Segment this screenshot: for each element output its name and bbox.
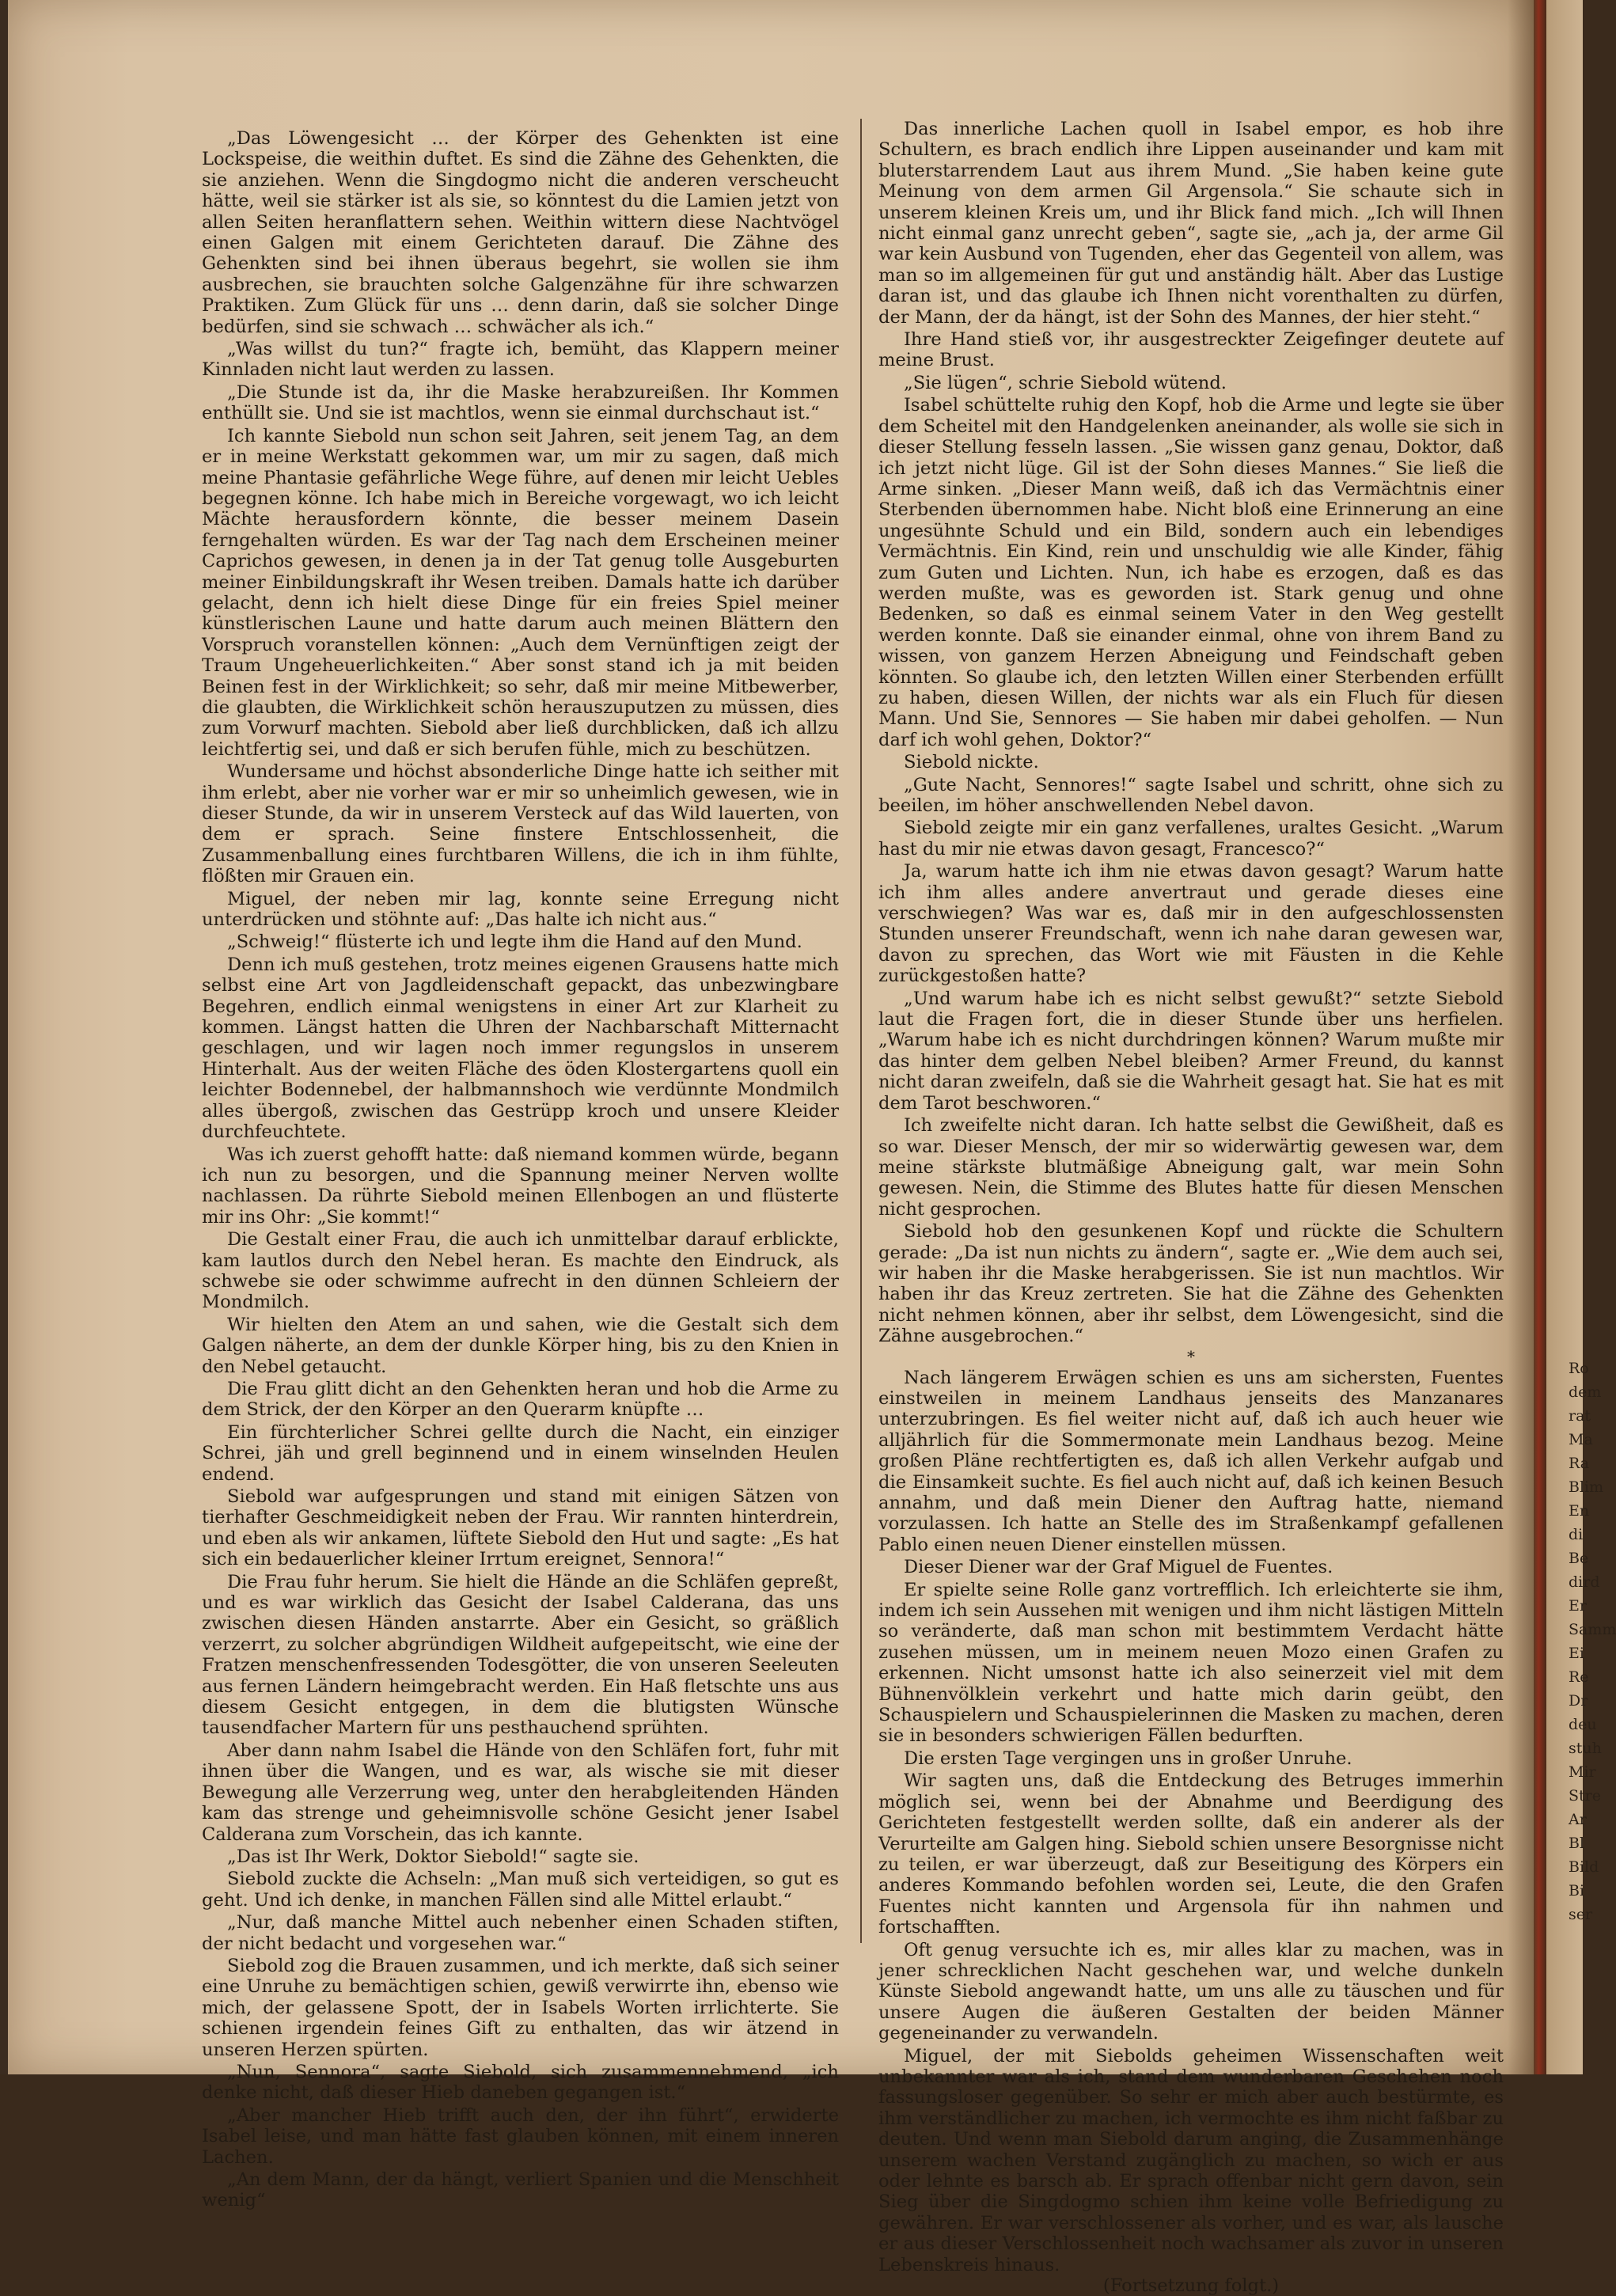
adjacent-page-fragment: Re (1569, 1668, 1589, 1686)
column-divider (860, 119, 862, 1943)
adjacent-page-fragment: Ro (1569, 1360, 1589, 1377)
paragraph: Isabel schüttelte ruhig den Kopf, hob die Arme und legte sie über dem Scheitel mit den Handgelenken aneinander, als wolle sie sich in dieser Stellung fesseln lassen. „Sie wissen ganz genau, Doktor, daß ich jetzt nicht lüge. Gil ist der Sohn dieses Mannes.“ Sie ließ die Arme sinken. „Dieser Mann weiß, daß ich das Vermächtnis einer Sterbenden übernommen habe. Nicht bloß eine Erinnerung an eine ungesühnte Schuld und ein Bild, sondern auch ein lebendiges Vermächtnis. Ein Kind, rein und unschuldig wie alle Kinder, fähig zum Guten und Lichten. Nun, ich habe es erzogen, daß es das werden mußte, was es geworden ist. Stark genug und ohne Bedenken, so daß es einmal seinem Vater in den Weg gestellt werden konnte. Daß sie einander einmal, ohne von ihrem Band zu wissen, von ganzem Herzen Abneigung und Feindschaft geben könnten. So glaube ich, den letzten Willen einer Sterbenden erfüllt zu haben, diesen Willen, der nichts war als ein Fluch für diesen Mann. Und Sie, Sennores — Sie haben mir dabei geholfen. — Nun darf ich wohl gehen, Doktor?“ (878, 395, 1504, 750)
paragraph: „Schweig!“ flüsterte ich und legte ihm die Hand auf den Mund. (227, 932, 802, 953)
paragraph: Wundersame und höchst absonderliche Dinge hatte ich seither mit ihm erlebt, aber nie vorher war er mir so unheimlich gewesen, wie in dieser Stunde, da wir in unserem Versteck auf das Wild lauerten, von dem er sprach. Seine finstere Entschlossenheit, die Zusammenballung eines furchtbaren Willens, die ich in ihm fühlte, flößten mir Grauen ein. (202, 761, 839, 887)
adjacent-page-fragment: Ei (1569, 1645, 1584, 1662)
paragraph: „Nur, daß manche Mittel auch nebenher einen Schaden stiften, der nicht bedacht und vorgesehen war.“ (202, 1912, 839, 1954)
right-text-part-2 (878, 1368, 1504, 2275)
adjacent-page-fragment: rat (1569, 1407, 1591, 1425)
adjacent-page-fragment: Er (1569, 1597, 1587, 1615)
paragraph: „Nun, Sennora“, sagte Siebold, sich zusammennehmend, „ich denke nicht, daß dieser Hieb daneben gegangen ist.“ (202, 2061, 839, 2104)
paragraph: „Das ist Ihr Werk, Doktor Siebold!“ sagte sie. (227, 1846, 639, 1867)
adjacent-page-fragment: stuh (1569, 1740, 1602, 1757)
adjacent-page-fragment: Bild (1569, 1858, 1599, 1876)
right-text-part-1 (878, 119, 1504, 1347)
paragraph: Ja, warum hatte ich ihm nie etwas davon gesagt? Warum hatte ich ihm alles andere anvertraut und gerade dieses eine verschwiegen? Was war es, daß mir in den aufgeschlossensten Stunden unserer Freundschaft, wenn ich nahe daran gewesen war, davon zu sprechen, das Wort wie mit Fäusten in die Kehle zurückgestoßen hatte? (878, 861, 1504, 987)
paragraph: „An dem Mann, der da hängt, verliert Spanien und die Menschheit wenig“ (202, 2169, 839, 2211)
adjacent-page-fragment: Stre (1569, 1787, 1601, 1805)
paragraph: Was ich zuerst gehofft hatte: daß niemand kommen würde, begann ich nun zu besorgen, und die Spannung meiner Nerven wollte nachlassen. Da rührte Siebold meinen Ellenbogen an und flüsterte mir ins Ohr: „Sie kommt!“ (202, 1144, 839, 1228)
adjacent-page-fragment: Blim (1569, 1478, 1604, 1496)
paragraph: Die Frau glitt dicht an den Gehenkten heran und hob die Arme zu dem Strick, der den Körper an den Querarm knüpfte … (202, 1378, 839, 1421)
adjacent-page-fragment: dem (1569, 1383, 1602, 1401)
paragraph: Wir hielten den Atem an und sahen, wie die Gestalt sich dem Galgen näherte, an dem der dunkle Körper hing, bis zu den Knien in den Nebel getaucht. (202, 1314, 839, 1377)
paragraph: Siebold nickte. (904, 752, 1039, 773)
paragraph: Oft genug versuchte ich es, mir alles klar zu machen, was in jener schrecklichen Nacht geschehen war, und welche dunkeln Künste Siebold angewandt hatte, um uns alle zu täuschen und für unsere Augen die äußeren Gestalten der beiden Männer gegeneinander zu verwandeln. (878, 1939, 1504, 2044)
adjacent-page-fragment: En (1569, 1502, 1590, 1520)
paragraph: Siebold zuckte die Achseln: „Man muß sich verteidigen, so gut es geht. Und ich denke, in manchen Fällen sind alle Mittel erlaubt.“ (202, 1869, 839, 1911)
paragraph: „Sie lügen“, schrie Siebold wütend. (904, 372, 1227, 393)
paragraph: Denn ich muß gestehen, trotz meines eigenen Grausens hatte mich selbst eine Art von Jagdleidenschaft gepackt, das unbezwingbare Begehren, endlich einmal wenigstens in einer Art zur Klarheit zu kommen. Längst hatten die Uhren der Nachbarschaft Mitternacht geschlagen, und wir lagen noch immer regungslos in unserem Hinterhalt. Aus der weiten Fläche des öden Klostergartens quoll ein leichter Bodennebel, der halbmannshoch wie verdünnte Mondmilch alles übergoß, zwischen das Gestrüpp kroch und unsere Kleider durchfeuchtete. (202, 954, 839, 1143)
adjacent-page-fragment: Dr (1569, 1692, 1588, 1710)
paragraph: Ihre Hand stieß vor, ihr ausgestreckter Zeigefinger deutete auf meine Brust. (878, 329, 1504, 371)
paragraph: „Die Stunde ist da, ihr die Maske herabzureißen. Ihr Kommen enthüllt sie. Und sie ist machtlos, wenn sie einmal durchschaut ist.“ (202, 381, 839, 424)
paragraph: Aber dann nahm Isabel die Hände von den Schläfen fort, fuhr mit ihnen über die Wangen, und es war, als wische sie mit dieser Bewegung alle Verzerrung weg, unter den herabgleitenden Händen kam das strenge und geheimnisvolle schöne Gesicht jener Isabel Calderana zum Vorschein, das ich kannte. (202, 1740, 839, 1845)
paragraph: Ich zweifelte nicht daran. Ich hatte selbst die Gewißheit, daß es so war. Dieser Mensch, der mir so widerwärtig gewesen war, dem meine stärkste blutmäßige Abneigung galt, war mein Sohn gewesen. Nein, die Stimme des Blutes hatte für diesen Menschen nicht gesprochen. (878, 1115, 1504, 1220)
paragraph: Siebold zeigte mir ein ganz verfallenes, uraltes Gesicht. „Warum hast du mir nie etwas davon gesagt, Francesco?“ (878, 818, 1504, 860)
adjacent-page-fragment: ser (1569, 1906, 1593, 1923)
section-break: * (1187, 1346, 1195, 1366)
adjacent-page-fragment: Ra (1569, 1455, 1590, 1472)
paragraph: Dieser Diener war der Graf Miguel de Fuentes. (904, 1557, 1333, 1578)
continuation-note: (Fortsetzung folgt.) (1102, 2275, 1280, 2296)
paragraph: Ich kannte Siebold nun schon seit Jahren, seit jenem Tag, an dem er in meine Werkstatt gekommen war, um mir zu sagen, daß mich meine Phantasie gefährliche Wege führe, auf denen mir leicht Uebles begegnen könne. Ich habe mich in Bereiche vorgewagt, wo ich leicht Mächte herausfordern könnte, die besser meinem Dasein ferngehalten würden. Es war der Tag nach dem Erscheinen meiner Caprichos gewesen, in denen ja in der Tat genug tolle Ausgeburten meiner Einbildungskraft ihr Wesen treiben. Damals hatte ich darüber gelacht, denn ich hielt diese Dinge für ein freies Spiel meiner künstlerischen Laune und hatte darum auch meinen Blättern den Vorspruch voranstellen können: „Auch dem Vernünftigen zeigt der Traum Ungeheuerlichkeiten.“ Aber sonst stand ich ja mit beiden Beinen fest in der Wirklichkeit; so sehr, daß mir meine Mitbewerber, die glaubten, die Wirklichkeit schön herauszuputzen zu müssen, dies zum Vorwurf machten. Siebold aber ließ durchblicken, daß ich allzu leichtfertig sei, und daß er sich berufen fühle, mich zu beschützen. (202, 425, 839, 760)
paragraph: „Was willst du tun?“ fragte ich, bemüht, das Klappern meiner Kinnladen nicht laut werden zu lassen. (202, 339, 839, 381)
paragraph: Ein fürchterlicher Schrei gellte durch die Nacht, ein einziger Schrei, jäh und grell beginnend und in einem winselnden Heulen endend. (202, 1421, 839, 1485)
paragraph: „Aber mancher Hieb trifft auch den, der ihn führt“, erwiderte Isabel leise, und man hätte fast glauben können, mit einem inneren Lachen. (202, 2104, 839, 2168)
paragraph: Die Gestalt einer Frau, die auch ich unmittelbar darauf erblickte, kam lautlos durch den Nebel heran. Es machte den Eindruck, als schwebe sie oder schwimme aufrecht in den dünnen Schleiern der Mondmilch. (202, 1229, 839, 1313)
paragraph: Miguel, der mit Siebolds geheimen Wissenschaften weit unbekannter war als ich, stand dem wunderbaren Geschehen noch fassungsloser gegenüber. So sehr er mich aber auch bestürmte, es ihm verständlicher zu machen, ich vermochte es ihm nicht faßbar zu deuten. Und wenn man Siebold darum anging, die Zusammenhänge unserem wachen Verstand zugänglich zu machen, so wich er aus oder lehnte es barsch ab. Er sprach offenbar nicht gern davon, sein Sieg über die Singdogmo schien ihm keine volle Befriedigung zu gewähren. Er war verschlossener als vorher, und es war, als lausche er aus dieser Verschlossenheit noch wachsamer als zuvor in unseren Lebenskreis hinaus. (878, 2045, 1504, 2275)
paragraph: „Gute Nacht, Sennores!“ sagte Isabel und schritt, ohne sich zu beeilen, im höher anschwellenden Nebel davon. (878, 774, 1504, 816)
paragraph: Wir sagten uns, daß die Entdeckung des Betruges immerhin möglich sei, wenn bei der Abnahme und Beerdigung des Gerichteten festgestellt werden sollte, daß ein anderer als der Verurteilte am Galgen hing. Siebold schien unsere Besorgnisse nicht zu teilen, er war überzeugt, daß zur Beseitigung des Körpers ein anderes Kommando befohlen worden sei, Leute, die den Grafen Fuentes nicht kannten und Argensola für ihn nahmen und fortschafften. (878, 1770, 1504, 1938)
paragraph: Nach längerem Erwägen schien es uns am sichersten, Fuentes einstweilen in meinem Landhaus jenseits des Manzanares unterzubringen. Es fiel weiter nicht auf, daß ich auch heuer wie alljährlich für die Sommermonate mein Landhaus bezog. Meine großen Pläne rechtfertigten es, daß ich allen Verkehr aufgab und die Einsamkeit suchte. Es fiel auch nicht auf, daß ich keinen Besuch annahm, und daß mein Diener den Auftrag hatte, niemand vorzulassen. Ich hatte an Stelle des im Straßenkampf gefallenen Pablo einen neuen Diener einstellen müssen. (878, 1367, 1504, 1555)
paragraph: Das innerliche Lachen quoll in Isabel empor, es hob ihre Schultern, es brach endlich ihre Lippen auseinander und kam mit bluterstarrendem Laut aus ihrem Mund. „Sie haben keine gute Meinung von dem armen Gil Argensola.“ Sie schaute sich in unserem kleinen Kreis um, und ihr Blick fand mich. „Ich will Ihnen nicht einmal ganz unrecht geben“, sagte sie, „ach ja, der arme Gil war kein Ausbund von Tugenden, eher das Gegenteil von allem, was man so im allgemeinen für gut und anständig hält. Aber das Lustige daran ist, und das glaube ich Ihnen nicht vorenthalten zu dürfen, der Mann, der da hängt, ist der Sohn des Mannes, der hier steht.“ (878, 119, 1504, 328)
adjacent-page-fragment: dird (1569, 1573, 1600, 1591)
adjacent-page-fragment: Ma (1569, 1431, 1593, 1448)
adjacent-page-fragment: deu (1569, 1716, 1597, 1733)
paragraph: Die ersten Tage vergingen uns in großer Unruhe. (904, 1748, 1352, 1769)
adjacent-page-fragment: Samm (1569, 1621, 1616, 1638)
adjacent-page-fragment: Ar (1569, 1811, 1587, 1828)
left-text-column (202, 128, 839, 2211)
adjacent-page-fragment: Bi (1569, 1882, 1585, 1899)
paragraph: „Und warum habe ich es nicht selbst gewußt?“ setzte Siebold laut die Fragen fort, die in dieser Stunde über uns herfielen. „Warum habe ich es nicht durchdringen können? Warum mußte mir das hinter dem gelben Nebel bleiben? Armer Freund, du kannst nicht daran zweifeln, daß sie die Wahrheit gesagt hat. Sie hat es mit dem Tarot beschworen.“ (878, 988, 1504, 1114)
binding-spine (1534, 0, 1546, 2074)
paragraph: Siebold hob den gesunkenen Kopf und rückte die Schultern gerade: „Da ist nun nichts zu ändern“, sagte er. „Wie dem auch sei, wir haben ihr die Maske herabgerissen. Sie ist nun machtlos. Wir haben ihr das Kreuz zertreten. Sie hat die Zähne des Gehenkten nicht nehmen können, aber ihr selbst, dem Löwengesicht, sind die Zähne ausgebrochen.“ (878, 1221, 1504, 1347)
paragraph: Siebold war aufgesprungen und stand mit einigen Sätzen von tierhafter Geschmeidigkeit neben der Frau. Wir rannten hinterdrein, und eben als wir ankamen, lüftete Siebold den Hut und sagte: „Es hat sich ein bedauerlicher kleiner Irrtum ereignet, Sennora!“ (202, 1486, 839, 1570)
right-text-column (878, 119, 1504, 2296)
adjacent-page-edge (1546, 0, 1616, 2074)
paragraph: Miguel, der neben mir lag, konnte seine Erregung nicht unterdrücken und stöhnte auf: „Das halte ich nicht aus.“ (202, 888, 839, 931)
paragraph: Er spielte seine Rolle ganz vortrefflich. Ich erleichterte sie ihm, indem ich sein Aussehen mit wenigen und ihm nicht lästigen Mitteln so veränderte, daß man schon mit bestimmtem Verdacht hätte zusehen müssen, um in meinem neuen Mozo einen Grafen zu erkennen. Nicht umsonst hatte ich also seinerzeit viel mit dem Bühnenvölklein verkehrt und hatte mich darin geübt, den Schauspielern und Schauspielerinnen die Masken zu machen, deren sie in besonders schwierigen Fällen bedurften. (878, 1579, 1504, 1747)
adjacent-page-fragment: Mir (1569, 1763, 1596, 1781)
paragraph: Siebold zog die Brauen zusammen, und ich merkte, daß sich seiner eine Unruhe zu bemächtigen schien, gewiß verwirrte ihn, ebenso wie mich, der gelassene Spott, der in Isabels Worten irrlichterte. Sie schienen irgendein feines Gift zu enthalten, das wir ätzend in unseren Herzen spürten. (202, 1955, 839, 2060)
paragraph: „Das Löwengesicht … der Körper des Gehenkten ist eine Lockspeise, die weithin duftet. Es sind die Zähne des Gehenkten, die sie anziehen. Wenn die Singdogmo nicht die anderen verscheucht hätte, weil sie stärker ist als sie, so könntest du die Lamien jetzt von allen Seiten heranflattern sehen. Weithin wittern diese Nachtvögel einen Galgen mit einem Gerichteten darauf. Die Zähne des Gehenkten sind bei ihnen überaus begehrt, sie wollen sie ihm ausbrechen, sie brauchten solche Galgenzähne für ihre schwarzen Praktiken. Zum Glück für uns … denn darin, daß sie solcher Dinge bedürfen, sind sie schwach … schwächer als ich.“ (202, 128, 839, 337)
adjacent-page-fragment: Be (1569, 1550, 1589, 1567)
paragraph: Die Frau fuhr herum. Sie hielt die Hände an die Schläfen gepreßt, und es war wirklich das Gesicht der Isabel Calderana, das uns zwischen diesen Händen anstarrte. Aber ein Gesicht, so gräßlich verzerrt, zu solcher abgründigen Wildheit aufgepeitscht, wie eine der Fratzen menschenfressenden Todesgötter, die von unseren Seeleuten aus fernen Ländern heimgebracht werden. Ein Haß fletschte uns aus diesem Gesicht entgegen, in dem die blutigsten Wünsche tausendfacher Martern für uns pesthauchend sprühten. (202, 1571, 839, 1739)
adjacent-page-fragment: di (1569, 1526, 1584, 1543)
adjacent-page-fragment: Bl (1569, 1835, 1585, 1852)
